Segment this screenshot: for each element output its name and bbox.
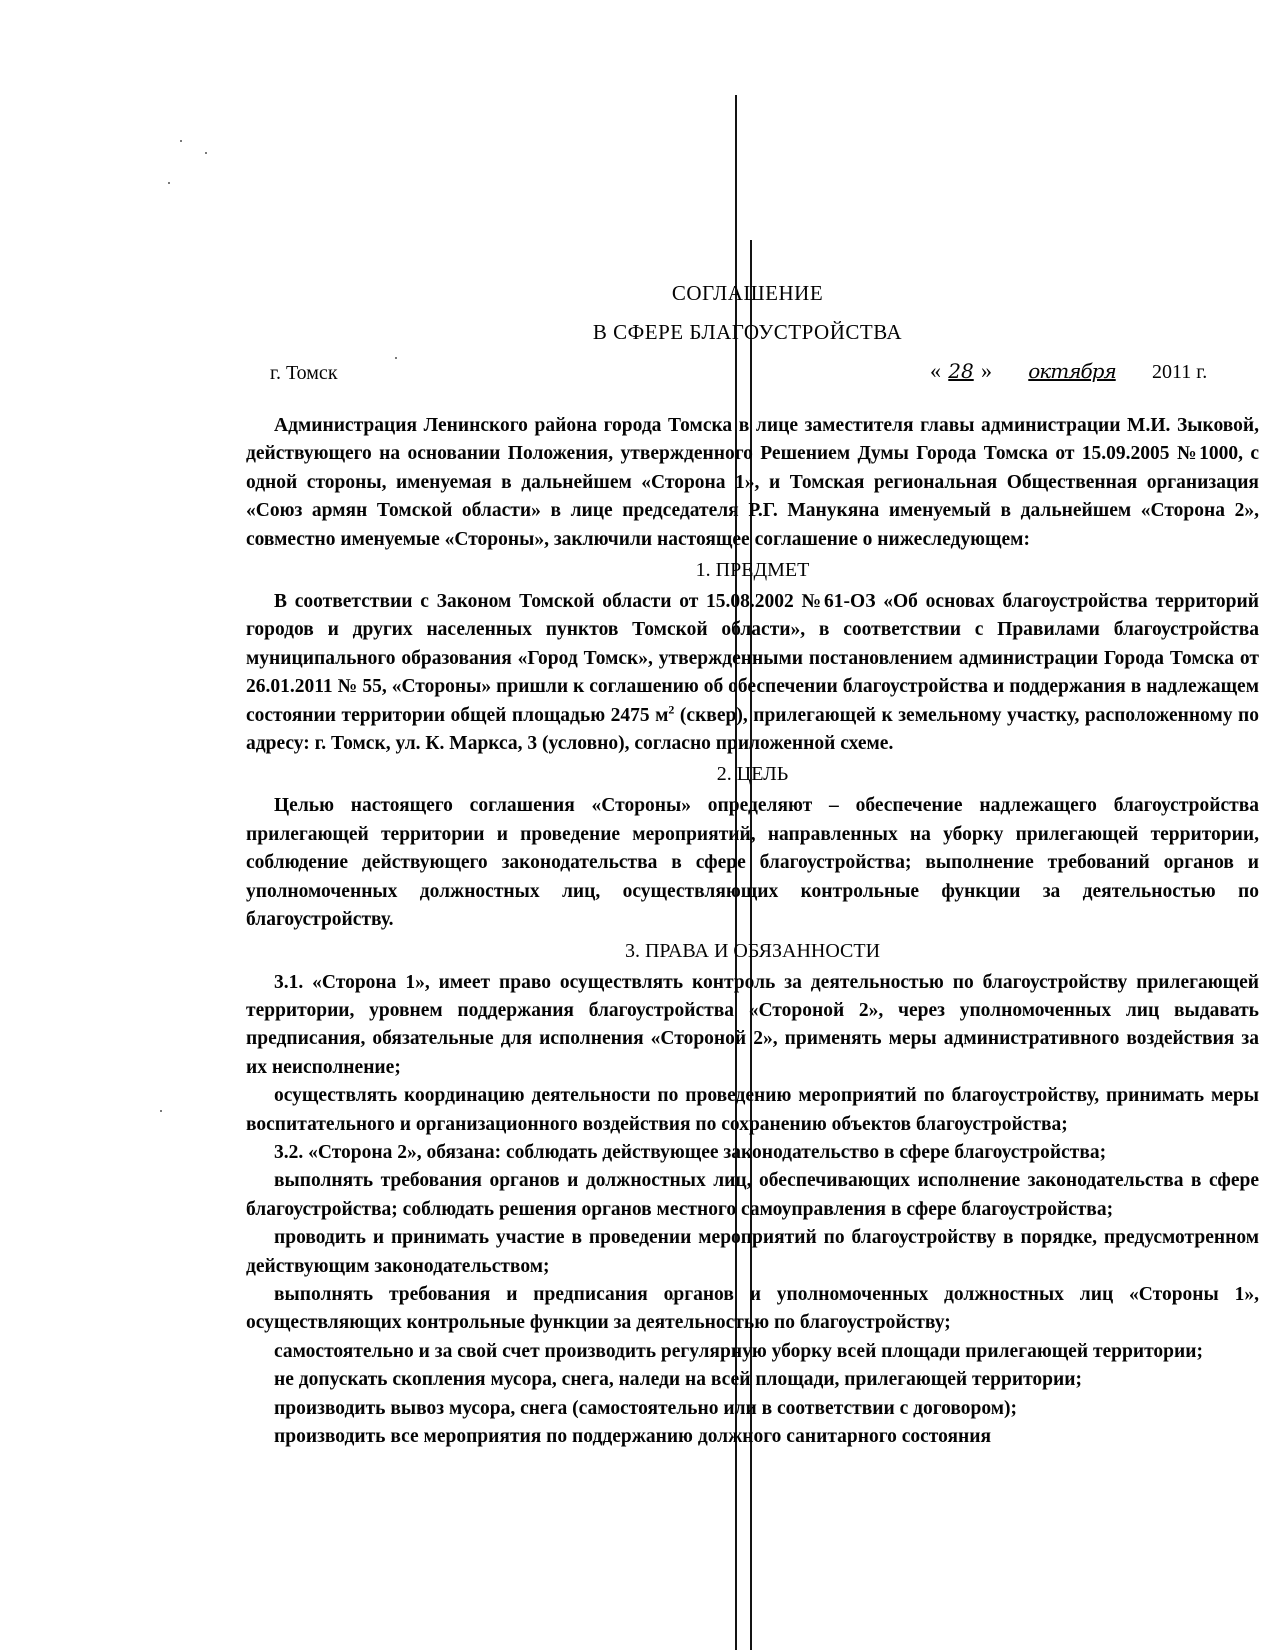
date-day-handwritten: 28 bbox=[948, 359, 974, 383]
subject-text-part2: (сквер), прилегающей к земельному участку, расположенному по адресу: г. Томск, ул. К. Маркса, 3 (условно), согласно приложенной схеме. bbox=[246, 704, 1259, 755]
rights-paragraph: 3.1. «Сторона 1», имеет право осуществлять контроль за деятельностью по благоустройству прилегающей территории, уровнем поддержания благоустройства «Стороной 2», через уполномоченных лиц выдавать предписания, обязательные для исполнения «Стороной 2», применять меры административного воздействия за их неисполнение; bbox=[246, 971, 1259, 1078]
rights-paragraph: проводить и принимать участие в проведении мероприятий по благоустройству в порядке, предусмотренном действующим законодательством; bbox=[246, 1227, 1259, 1277]
rights-paragraph: не допускать скопления мусора, снега, наледи на всей площади, прилегающей территории; bbox=[274, 1369, 1082, 1391]
document-date bbox=[930, 358, 1207, 384]
date-month-handwritten: октября bbox=[1028, 359, 1116, 383]
preamble-paragraph: Администрация Ленинского района города Томска в лице заместителя главы администрации М.И. Зыковой, действующего на основании Положения, утвержденного Решением Думы Города Томска от 15.09.2005 №1000, с одной стороны, именуемая в дальнейшем «Сторона 1», и Томская региональная Общественная организация «Союз армян Томской области» в лице председателя Р.Г. Манукяна именуемый в дальнейшем «Сторона 2», совместно именуемые «Стороны», заключили настоящее соглашение о нижеследующем: bbox=[246, 415, 1259, 550]
rights-paragraph: 3.2. «Сторона 2», обязана: соблюдать действующее законодательство в сфере благоустройства; bbox=[274, 1141, 1107, 1163]
document-title: СОГЛАШЕНИЕ bbox=[671, 281, 824, 305]
document-subtitle: В СФЕРЕ БЛАГОУСТРОЙСТВА bbox=[592, 320, 903, 344]
section-heading-goal: 2. ЦЕЛЬ bbox=[716, 763, 789, 786]
date-close-quote: » bbox=[981, 358, 992, 383]
scan-speck bbox=[205, 152, 207, 154]
section-heading-rights: 3. ПРАВА И ОБЯЗАННОСТИ bbox=[624, 939, 881, 962]
document-city: г. Томск bbox=[270, 362, 338, 384]
goal-paragraph: Целью настоящего соглашения «Стороны» определяют – обеспечение надлежащего благоустройства прилегающей территории и проведение мероприятий, направленных на уборку прилегающей территории, соблюдение действующего законодательства в сфере благоустройства; выполнение требований органов и уполномоченных должностных лиц, осуществляющих контрольные функции за деятельностью по благоустройству. bbox=[246, 795, 1259, 931]
scan-speck bbox=[160, 1110, 162, 1112]
rights-paragraph: выполнять требования и предписания органов и уполномоченных должностных лиц «Стороны 1», осуществляющих контрольные функции за деятельностью по благоустройству; bbox=[246, 1283, 1259, 1334]
date-year: 2011 г. bbox=[1152, 361, 1208, 383]
document-body bbox=[246, 412, 1259, 1451]
scan-speck bbox=[168, 182, 170, 184]
scan-speck bbox=[395, 357, 397, 359]
scan-speck bbox=[180, 140, 182, 142]
rights-paragraph: производить вывоз мусора, снега (самостоятельно или в соответствии с договором); bbox=[274, 1397, 1018, 1419]
rights-paragraph: самостоятельно и за свой счет производить регулярную уборку всей площади прилегающей территории; bbox=[274, 1340, 1203, 1362]
date-open-quote: « bbox=[930, 358, 941, 383]
rights-paragraph: производить все мероприятия по поддержанию должного санитарного состояния bbox=[274, 1426, 992, 1447]
rights-paragraph: осуществлять координацию деятельности по проведению мероприятий по благоустройству, принимать меры воспитательного и организационного воздействия по сохранению объектов благоустройства; bbox=[246, 1085, 1259, 1135]
area-unit-superscript: 2 bbox=[668, 702, 675, 717]
section-heading-subject: 1. ПРЕДМЕТ bbox=[695, 559, 810, 582]
subject-text-part1: В соответствии с Законом Томской области от 15.08.2002 №61-ОЗ «Об основах благоустройства территорий городов и других населенных пунктов Томской области», в соответствии с Правилами благоустройства муниципального образования «Город Томск», утвержденными постановлением администрации Города Томска от 26.01.2011 № 55, «Стороны» пришли к соглашению об обеспечении благоустройства и поддержания в надлежащем состоянии территории общей площадью 2475 м bbox=[246, 591, 1259, 726]
subject-paragraph bbox=[246, 588, 1259, 758]
rights-paragraph: выполнять требования органов и должностных лиц, обеспечивающих исполнение законодательства в сфере благоустройства; соблюдать решения органов местного самоуправления в сфере благоустройства; bbox=[246, 1170, 1259, 1220]
